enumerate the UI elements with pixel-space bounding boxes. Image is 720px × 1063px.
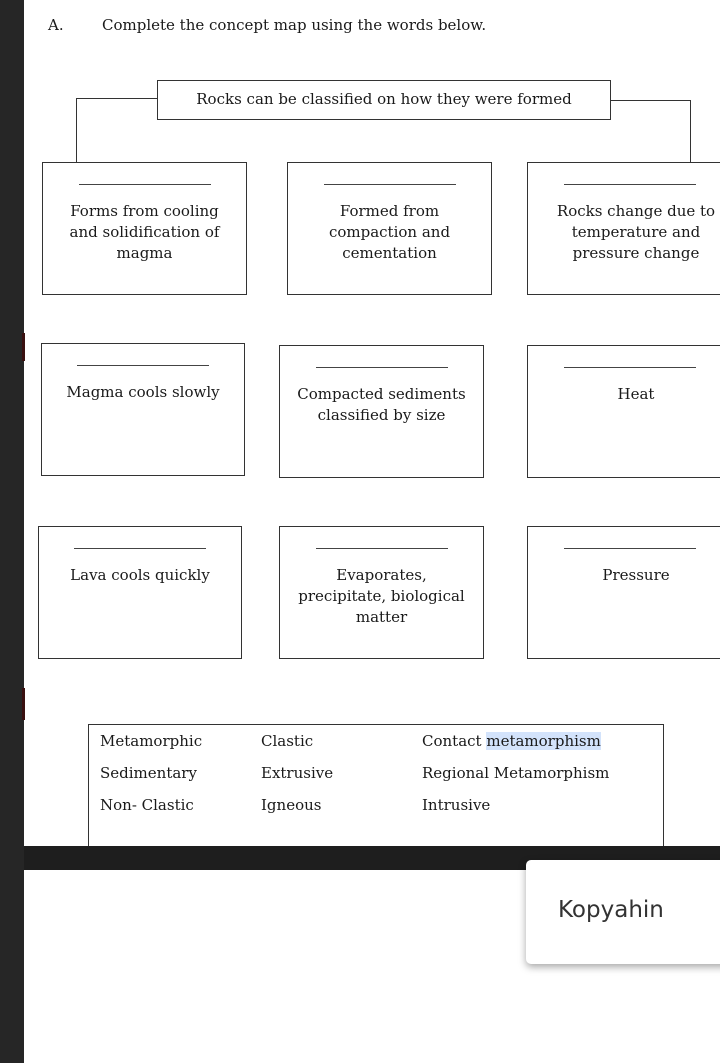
word: Intrusive [422,796,491,814]
root-concept-text: Rocks can be classified on how they were formed [196,90,572,108]
selected-text[interactable]: metamorphism [486,732,601,750]
concept-description: Magma cools slowly [66,383,220,401]
concept-box [38,526,242,659]
concept-box [527,526,720,659]
connector-line [76,98,77,162]
concept-box [279,526,484,659]
concept-box [527,162,720,295]
concept-box [279,345,484,478]
connector-line [610,100,690,101]
word: Non- Clastic [100,796,194,814]
copy-button[interactable]: Kopyahin [558,897,664,923]
concept-description: Compacted sediments classified by size [297,385,466,424]
section-label: A. [48,16,64,34]
concept-description: Rocks change due to temperature and pressure change [556,202,716,262]
answer-blank[interactable] [324,184,456,185]
left-sidebar-strip [0,0,24,1063]
word: Metamorphic [100,732,203,750]
answer-blank[interactable] [79,184,211,185]
sidebar-marker [22,333,25,361]
root-concept-box [157,80,611,120]
connector-line [76,98,157,99]
answer-blank[interactable] [77,365,209,366]
concept-box [42,162,247,295]
concept-description: Pressure [602,566,670,584]
answer-blank[interactable] [316,367,448,368]
word: Contact [422,732,482,750]
word: Extrusive [261,764,334,782]
word: Igneous [261,796,322,814]
concept-box [287,162,492,295]
word: Regional Metamorphism [422,764,610,782]
answer-blank[interactable] [74,548,206,549]
concept-description: Forms from cooling and solidification of magma [69,202,220,262]
concept-box [41,343,245,476]
concept-description: Lava cools quickly [70,566,210,584]
word: Clastic [261,732,314,750]
word-bank-box [88,724,664,854]
concept-description: Heat [617,385,655,403]
answer-blank[interactable] [564,367,696,368]
connector-line [690,100,691,162]
concept-description: Evaporates, precipitate, biological matter [298,566,465,626]
answer-blank[interactable] [316,548,448,549]
concept-box [527,345,720,478]
copy-popup[interactable] [526,860,720,964]
word: Sedimentary [100,764,197,782]
answer-blank[interactable] [564,548,696,549]
answer-blank[interactable] [564,184,696,185]
concept-description: Formed from compaction and cementation [328,202,451,262]
sidebar-marker [22,688,25,720]
instruction: Complete the concept map using the words below. [102,16,487,34]
